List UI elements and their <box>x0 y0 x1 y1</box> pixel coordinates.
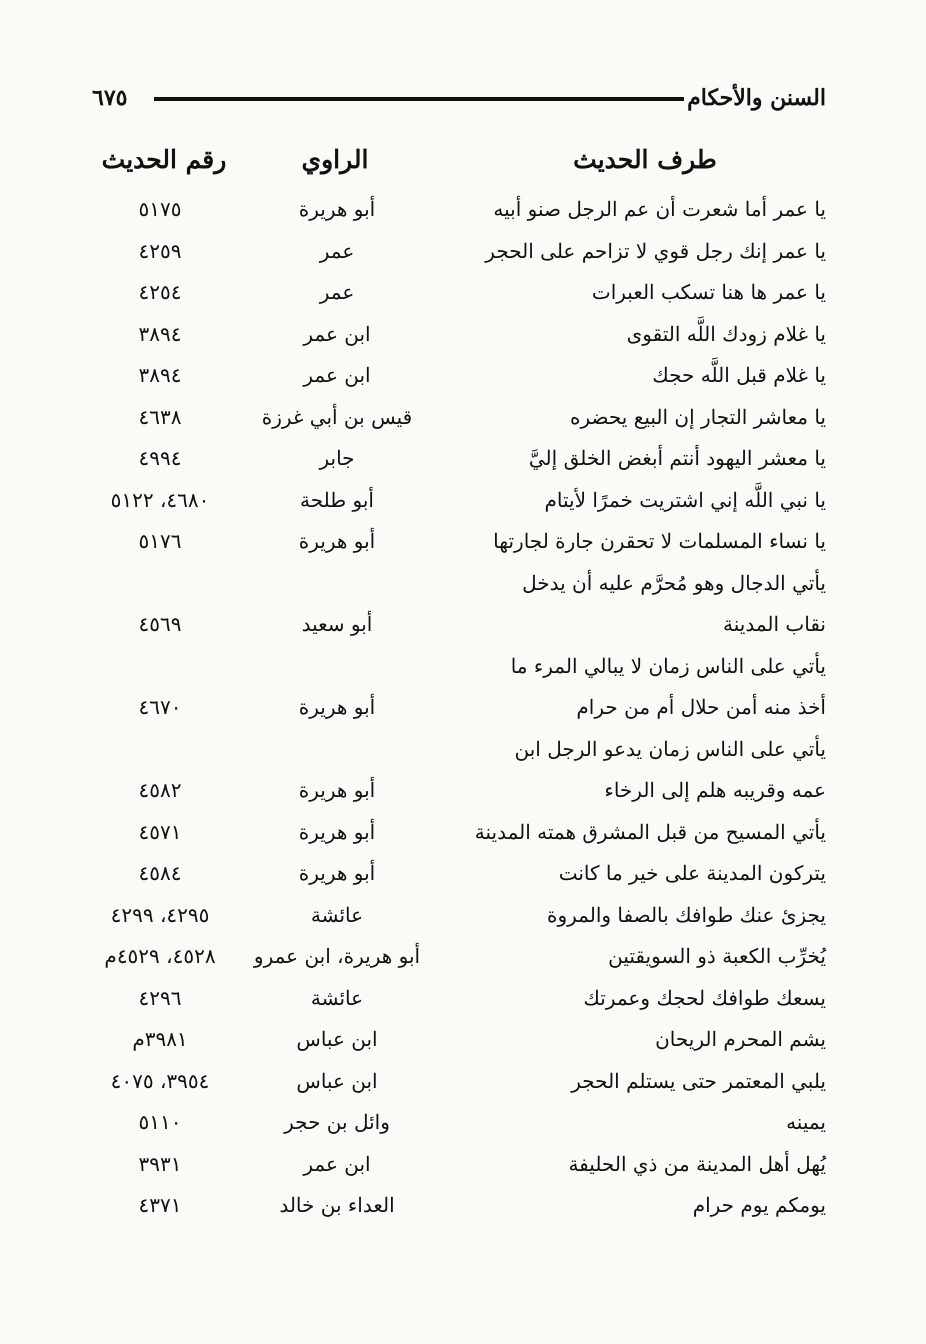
hadith-opening-cell: يا عمر أما شعرت أن عم الرجل صنو أبيه <box>493 197 826 221</box>
hadith-index-table <box>0 189 926 1227</box>
narrator-cell <box>232 646 442 688</box>
hadith-number-cell: ٤٢٥٤ <box>138 280 182 304</box>
table-row <box>0 563 926 605</box>
hadith-opening-cell: يأتي الدجال وهو مُحرَّم عليه أن يدخل <box>522 570 826 595</box>
table-row <box>0 646 926 688</box>
hadith-opening-cell: يُخرِّب الكعبة ذو السويقتين <box>608 944 826 968</box>
narrator-cell: أبو هريرة <box>298 197 376 221</box>
table-row <box>0 770 926 812</box>
narrator-cell: العداء بن خالد <box>279 1193 395 1217</box>
narrator-cell <box>232 729 442 771</box>
table-row <box>0 397 926 439</box>
hadith-opening-cell: يا غلام زودك اللَّه التقوى <box>626 321 826 346</box>
table-row <box>0 272 926 314</box>
header-hadith-opening: طرف الحديث <box>573 145 717 174</box>
hadith-number-cell: ٤٢٩٦ <box>138 985 182 1010</box>
hadith-opening-cell: يسعك طوافك لحجك وعمرتك <box>583 985 826 1010</box>
hadith-number-cell: ٤٢٩٥، ٤٢٩٩ <box>110 902 210 927</box>
hadith-number-cell: ٥١٧٥ <box>138 197 182 221</box>
table-row <box>0 1144 926 1186</box>
narrator-cell: أبو هريرة <box>298 695 376 719</box>
hadith-opening-cell: يا معاشر التجار إن البيع يحضره <box>570 404 826 429</box>
hadith-number-cell: ٤٦٧٠ <box>138 695 182 719</box>
table-row <box>0 895 926 937</box>
hadith-number-cell: ٤٦٨٠، ٥١٢٢ <box>110 487 210 512</box>
running-head <box>92 80 826 116</box>
hadith-number-cell: ٤٣٧١ <box>138 1193 182 1217</box>
hadith-number-cell: ٣٩٥٤، ٤٠٧٥ <box>110 1068 210 1093</box>
hadith-opening-cell: يشم المحرم الريحان <box>655 1027 826 1051</box>
hadith-opening-cell: يُهل أهل المدينة من ذي الحليفة <box>568 1151 826 1176</box>
table-row <box>0 1185 926 1227</box>
hadith-opening-cell: نقاب المدينة <box>723 612 826 636</box>
hadith-opening-cell: يأتي المسيح من قبل المشرق همته المدينة <box>474 819 826 844</box>
header-hadith-number: رقم الحديث <box>101 145 227 174</box>
hadith-number-cell: ٣٨٩٤ <box>138 363 182 387</box>
page-number: ٦٧٥ <box>92 85 128 111</box>
narrator-cell: أبو هريرة <box>298 778 376 802</box>
narrator-cell: عائشة <box>310 902 364 927</box>
hadith-opening-cell: يا عمر ها هنا تسكب العبرات <box>591 280 826 304</box>
narrator-cell: عائشة <box>310 985 364 1010</box>
hadith-opening-cell: يا معشر اليهود أنتم أبغض الخلق إليَّ <box>528 446 826 470</box>
hadith-number-cell: ٤٥٧١ <box>138 819 182 844</box>
narrator-cell: أبو سعيد <box>301 612 373 636</box>
hadith-number-cell <box>80 646 240 688</box>
hadith-number-cell: ٥١١٠ <box>138 1110 182 1134</box>
hadith-opening-cell: يا غلام قبل اللَّه حجك <box>652 363 826 387</box>
hadith-opening-cell: يا نبي اللَّه إني اشتريت خمرًا لأيتام <box>544 487 826 512</box>
hadith-number-cell: ٤٥٦٩ <box>138 612 182 636</box>
table-row <box>0 853 926 895</box>
table-row <box>0 604 926 646</box>
table-row <box>0 812 926 854</box>
narrator-cell: أبو هريرة <box>298 861 376 885</box>
hadith-opening-cell: يأتي على الناس زمان لا يبالي المرء ما <box>510 653 826 678</box>
hadith-number-cell: ٤٥٨٢ <box>138 778 182 802</box>
table-row <box>0 438 926 480</box>
table-row <box>0 729 926 771</box>
narrator-cell: وائل بن حجر <box>284 1110 390 1134</box>
hadith-number-cell: ٤٥٨٤ <box>138 861 182 885</box>
hadith-number-cell: ٣٩٨١م <box>132 1027 188 1051</box>
narrator-cell: أبو هريرة <box>298 819 376 844</box>
table-row <box>0 978 926 1020</box>
table-row <box>0 1019 926 1061</box>
narrator-cell: ابن عمر <box>303 363 371 387</box>
header-narrator: الراوي <box>301 145 369 174</box>
hadith-opening-cell: يومكم يوم حرام <box>692 1193 826 1217</box>
hadith-number-cell: ٣٩٣١ <box>138 1151 182 1176</box>
narrator-cell: قيس بن أبي غرزة <box>261 404 413 429</box>
narrator-cell <box>232 563 442 605</box>
narrator-cell: جابر <box>319 446 355 470</box>
narrator-cell: ابن عباس <box>296 1068 378 1093</box>
hadith-number-cell: ٤٥٢٨، ٤٥٢٩م <box>104 944 216 968</box>
hadith-number-cell: ٤٢٥٩ <box>138 238 182 263</box>
hadith-opening-cell: يجزئ عنك طوافك بالصفا والمروة <box>547 902 826 927</box>
hadith-opening-cell: أخذ منه أمن حلال أم من حرام <box>576 695 826 719</box>
table-row <box>0 355 926 397</box>
hadith-number-cell <box>80 563 240 605</box>
table-row <box>0 231 926 273</box>
hadith-number-cell: ٤٦٣٨ <box>138 404 182 429</box>
hadith-opening-cell: يا عمر إنك رجل قوي لا تزاحم على الحجر <box>485 238 826 263</box>
narrator-cell: أبو هريرة <box>298 529 376 553</box>
hadith-opening-cell: يتركون المدينة على خير ما كانت <box>558 861 826 885</box>
hadith-opening-cell: يا نساء المسلمات لا تحقرن جارة لجارتها <box>493 529 826 553</box>
hadith-opening-cell: يأتي على الناس زمان يدعو الرجل ابن <box>514 736 826 761</box>
narrator-cell: عمر <box>319 280 355 304</box>
narrator-cell: ابن عمر <box>303 321 371 346</box>
table-row <box>0 189 926 231</box>
table-row <box>0 1102 926 1144</box>
hadith-opening-cell: عمه وقريبه هلم إلى الرخاء <box>604 778 826 802</box>
hadith-opening-cell: يمينه <box>786 1110 826 1134</box>
hadith-number-cell: ٣٨٩٤ <box>138 321 182 346</box>
narrator-cell: ابن عمر <box>303 1151 371 1176</box>
narrator-cell: ابن عباس <box>296 1027 378 1051</box>
table-row <box>0 314 926 356</box>
table-row <box>0 687 926 729</box>
table-row <box>0 936 926 978</box>
narrator-cell: عمر <box>319 238 355 263</box>
table-row <box>0 1061 926 1103</box>
table-row <box>0 480 926 522</box>
hadith-number-cell: ٤٩٩٤ <box>138 446 182 470</box>
column-headers <box>0 138 926 182</box>
header-rule <box>154 97 684 101</box>
narrator-cell: أبو طلحة <box>300 487 374 512</box>
hadith-number-cell <box>80 729 240 771</box>
table-row <box>0 521 926 563</box>
hadith-opening-cell: يلبي المعتمر حتى يستلم الحجر <box>571 1068 826 1093</box>
narrator-cell: أبو هريرة، ابن عمرو <box>253 944 421 968</box>
running-title: السنن والأحكام <box>687 85 826 111</box>
hadith-number-cell: ٥١٧٦ <box>138 529 182 553</box>
